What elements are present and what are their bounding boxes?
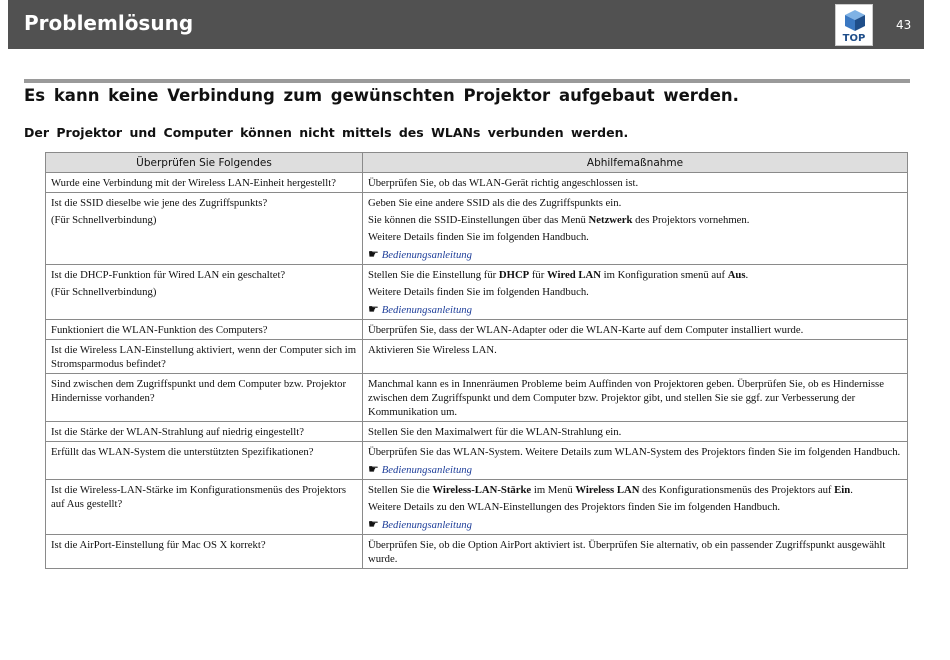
section-divider bbox=[24, 79, 910, 83]
check-cell bbox=[46, 422, 363, 442]
page-header bbox=[8, 0, 924, 49]
remedy-text: Weitere Details finden Sie im folgenden Handbuch. bbox=[368, 286, 589, 298]
remedy-cell bbox=[363, 193, 908, 265]
manual-link[interactable]: Bedienungsanleitung bbox=[381, 464, 472, 476]
table-row bbox=[46, 320, 908, 340]
check-text: Funktioniert die WLAN-Funktion des Computers? bbox=[51, 324, 268, 336]
table-row bbox=[46, 535, 908, 569]
troubleshooting-table bbox=[45, 152, 908, 569]
remedy-text: Überprüfen Sie, ob das WLAN-Gerät richtig angeschlossen ist. bbox=[368, 177, 639, 189]
check-text: Ist die Stärke der WLAN-Strahlung auf niedrig eingestellt? bbox=[51, 426, 304, 438]
remedy-cell bbox=[363, 442, 908, 480]
remedy-cell bbox=[363, 480, 908, 535]
check-cell bbox=[46, 374, 363, 422]
page-title: Problemlösung bbox=[24, 11, 194, 35]
remedy-cell bbox=[363, 374, 908, 422]
remedy-text: Weitere Details finden Sie im folgenden Handbuch. bbox=[368, 231, 589, 243]
remedy-text: Geben Sie eine andere SSID als die des Zugriffspunkts ein. bbox=[368, 197, 622, 209]
subsection-heading: Der Projektor und Computer können nicht mittels des WLANs verbunden werden. bbox=[24, 125, 629, 140]
manual-link[interactable]: Bedienungsanleitung bbox=[381, 249, 472, 261]
manual-reference[interactable] bbox=[368, 302, 902, 317]
check-cell bbox=[46, 320, 363, 340]
top-label: TOP bbox=[842, 33, 866, 44]
check-cell bbox=[46, 442, 363, 480]
table-row bbox=[46, 193, 908, 265]
check-cell bbox=[46, 535, 363, 569]
emphasis-term: Netzwerk bbox=[588, 214, 633, 226]
remedy-text: Überprüfen Sie, dass der WLAN-Adapter oder die WLAN-Karte auf dem Computer installiert wurde. bbox=[368, 324, 804, 336]
pointing-hand-icon: ☛ bbox=[368, 247, 379, 261]
check-text: Ist die SSID dieselbe wie jene des Zugriffspunkts? bbox=[51, 197, 268, 209]
remedy-cell bbox=[363, 173, 908, 193]
manual-link[interactable]: Bedienungsanleitung bbox=[381, 304, 472, 316]
remedy-text: Manchmal kann es in Innenräumen Probleme beim Auffinden von Projektoren geben. Überprüfen Sie, ob es Hindernisse zwischen dem Zugriffspunkt und dem Computer bzw. Projektor gibt, und stellen Sie sie ggf. zur Verbesserung der Kommunikation um. bbox=[368, 378, 884, 418]
table-row bbox=[46, 442, 908, 480]
section-heading: Es kann keine Verbindung zum gewünschten Projektor aufgebaut werden. bbox=[24, 86, 739, 105]
page-number: 43 bbox=[896, 18, 912, 32]
remedy-cell bbox=[363, 340, 908, 374]
check-cell bbox=[46, 480, 363, 535]
table-row bbox=[46, 422, 908, 442]
check-cell bbox=[46, 340, 363, 374]
emphasis-term: Ein bbox=[834, 484, 851, 496]
cube-icon bbox=[843, 8, 867, 32]
check-text: (Für Schnellverbindung) bbox=[51, 214, 157, 226]
remedy-cell bbox=[363, 265, 908, 320]
remedy-cell bbox=[363, 320, 908, 340]
manual-reference[interactable] bbox=[368, 247, 902, 262]
remedy-text: Überprüfen Sie, ob die Option AirPort aktiviert ist. Überprüfen Sie alternativ, ob ein passender Zugriffspunkt ausgewählt wurde. bbox=[368, 539, 886, 565]
check-cell bbox=[46, 193, 363, 265]
emphasis-term: Aus bbox=[727, 269, 746, 281]
column-header-check: Überprüfen Sie Folgendes bbox=[46, 153, 363, 173]
check-cell bbox=[46, 265, 363, 320]
remedy-text: Sie können die SSID-Einstellungen über das Menü Netzwerk des Projektors vornehmen. bbox=[368, 214, 750, 226]
emphasis-term: Wireless LAN bbox=[575, 484, 640, 496]
table-row bbox=[46, 173, 908, 193]
remedy-cell bbox=[363, 422, 908, 442]
check-text: Wurde eine Verbindung mit der Wireless LAN-Einheit hergestellt? bbox=[51, 177, 336, 189]
top-button[interactable] bbox=[835, 4, 873, 46]
pointing-hand-icon: ☛ bbox=[368, 302, 379, 316]
emphasis-term: Wired LAN bbox=[547, 269, 601, 281]
emphasis-term: Wireless-LAN-Stärke bbox=[432, 484, 532, 496]
manual-reference[interactable] bbox=[368, 517, 902, 532]
check-text: Ist die Wireless LAN-Einstellung aktiviert, wenn der Computer sich im Stromsparmodus befindet? bbox=[51, 344, 357, 370]
table-row bbox=[46, 480, 908, 535]
emphasis-term: DHCP bbox=[498, 269, 530, 281]
pointing-hand-icon: ☛ bbox=[368, 462, 379, 476]
table-row bbox=[46, 265, 908, 320]
remedy-text: Stellen Sie die Einstellung für DHCP für Wired LAN im Konfiguration smenü auf Aus. bbox=[368, 269, 749, 281]
remedy-text: Stellen Sie die Wireless-LAN-Stärke im Menü Wireless LAN des Konfigurationsmenüs des Projektors auf Ein. bbox=[368, 484, 853, 496]
check-text: Erfüllt das WLAN-System die unterstützten Spezifikationen? bbox=[51, 446, 314, 458]
manual-link[interactable]: Bedienungsanleitung bbox=[381, 519, 472, 531]
table-header-row bbox=[46, 153, 908, 173]
table-row bbox=[46, 340, 908, 374]
table-row bbox=[46, 374, 908, 422]
remedy-text: Stellen Sie den Maximalwert für die WLAN-Strahlung ein. bbox=[368, 426, 622, 438]
check-cell bbox=[46, 173, 363, 193]
pointing-hand-icon: ☛ bbox=[368, 517, 379, 531]
remedy-cell bbox=[363, 535, 908, 569]
check-text: Ist die AirPort-Einstellung für Mac OS X korrekt? bbox=[51, 539, 266, 551]
check-text: (Für Schnellverbindung) bbox=[51, 286, 157, 298]
manual-reference[interactable] bbox=[368, 462, 902, 477]
check-text: Sind zwischen dem Zugriffspunkt und dem Computer bzw. Projektor Hindernisse vorhanden? bbox=[51, 378, 347, 404]
check-text: Ist die Wireless-LAN-Stärke im Konfigurationsmenüs des Projektors auf Aus gestellt? bbox=[51, 484, 347, 510]
remedy-text: Weitere Details zu den WLAN-Einstellungen des Projektors finden Sie im folgenden Handbuch. bbox=[368, 501, 781, 513]
check-text: Ist die DHCP-Funktion für Wired LAN ein geschaltet? bbox=[51, 269, 286, 281]
remedy-text: Überprüfen Sie das WLAN-System. Weitere Details zum WLAN-System des Projektors finden Sie im folgenden Handbuch. bbox=[368, 446, 901, 458]
column-header-remedy: Abhilfemaßnahme bbox=[363, 153, 908, 173]
remedy-text: Aktivieren Sie Wireless LAN. bbox=[368, 344, 497, 356]
